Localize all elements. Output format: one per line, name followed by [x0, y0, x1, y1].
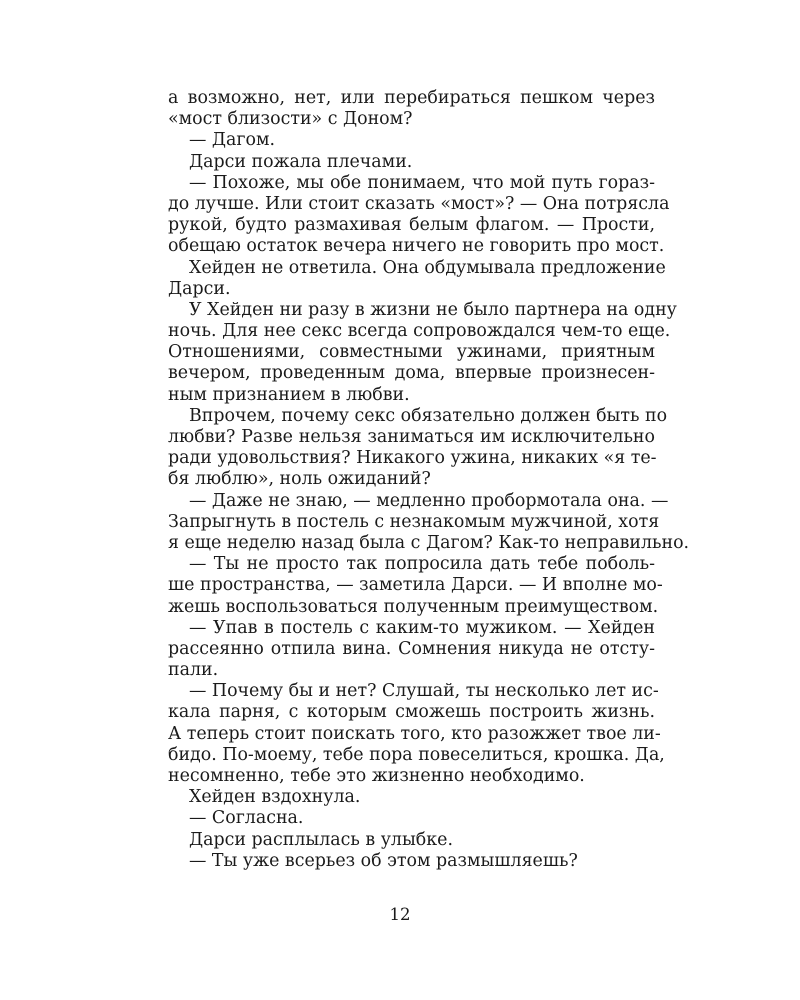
- text-line: я еще неделю назад была с Дагом? Как-то неправильно.: [168, 532, 690, 553]
- text-line: — Почему бы и нет? Слушай, ты несколько лет ис-: [189, 681, 659, 702]
- text-line: — Ты уже всерьез об этом размышляешь?: [189, 850, 578, 871]
- text-line: ше пространства, — заметила Дарси. — И вполне мо-: [168, 575, 663, 596]
- text-line: — Дагом.: [189, 130, 276, 151]
- text-line: а возможно, нет, или перебираться пешком через: [168, 88, 655, 108]
- text-line: ным признанием в любви.: [168, 384, 410, 405]
- text-line: Хейден вздохнула.: [189, 787, 361, 808]
- text-line: «мост близости» с Доном?: [168, 109, 413, 130]
- text-line: — Даже не знаю, — медленно пробормотала она. —: [189, 490, 669, 511]
- text-line: бидо. По-моему, тебе пора повеселиться, крошка. Да,: [168, 744, 665, 765]
- text-line: ради удовольствия? Никакого ужина, никаких «я те-: [168, 448, 657, 469]
- text-line: — Ты не просто так попросила дать тебе поболь-: [189, 554, 655, 575]
- text-line: Дарси расплылась в улыбке.: [189, 829, 453, 850]
- text-line: Отношениями, совместными ужинами, приятным: [168, 342, 655, 363]
- text-line: Дарси пожала плечами.: [189, 151, 413, 172]
- text-line: Хейден не ответила. Она обдумывала предложение: [189, 257, 666, 278]
- text-line: рукой, будто размахивая белым флагом. — Прости,: [168, 215, 655, 236]
- text-line: вечером, проведенным дома, впервые произнесен-: [168, 363, 655, 384]
- text-line: Дарси.: [168, 278, 231, 299]
- text-line: А теперь стоит поискать того, кто разожжет твое ли-: [168, 723, 661, 744]
- page-number: 12: [389, 905, 411, 924]
- text-line: жешь воспользоваться полученным преимуществом.: [168, 596, 659, 617]
- text-line: любви? Разве нельзя заниматься им исключительно: [168, 427, 655, 447]
- text-line: рассеянно отпила вина. Сомнения никуда не отсту-: [168, 638, 655, 659]
- text-line: несомненно, тебе это жизненно необходимо.: [168, 766, 585, 786]
- text-line: обещаю остаток вечера ничего не говорить про мост.: [168, 236, 665, 257]
- text-line: — Похоже, мы обе понимаем, что мой путь гораз-: [189, 172, 655, 193]
- text-line: Запрыгнуть в постель с незнакомым мужчиной, хотя: [168, 511, 660, 532]
- text-line: кала парня, с которым сможешь построить жизнь.: [168, 702, 655, 723]
- text-line: бя люблю», ноль ожиданий?: [168, 469, 431, 490]
- text-line: ночь. Для нее секс всегда сопровождался чем-то еще.: [168, 321, 671, 342]
- body-text: [168, 88, 690, 872]
- text-line: — Упав в постель с каким-то мужиком. — Хейден: [189, 617, 655, 638]
- text-line: — Согласна.: [189, 808, 304, 829]
- text-line: пали.: [168, 660, 219, 681]
- text-line: Впрочем, почему секс обязательно должен быть по: [189, 405, 668, 426]
- text-line: У Хейден ни разу в жизни не было партнера на одну: [189, 299, 677, 320]
- text-line: до лучше. Или стоит сказать «мост»? — Она потрясла: [168, 193, 670, 214]
